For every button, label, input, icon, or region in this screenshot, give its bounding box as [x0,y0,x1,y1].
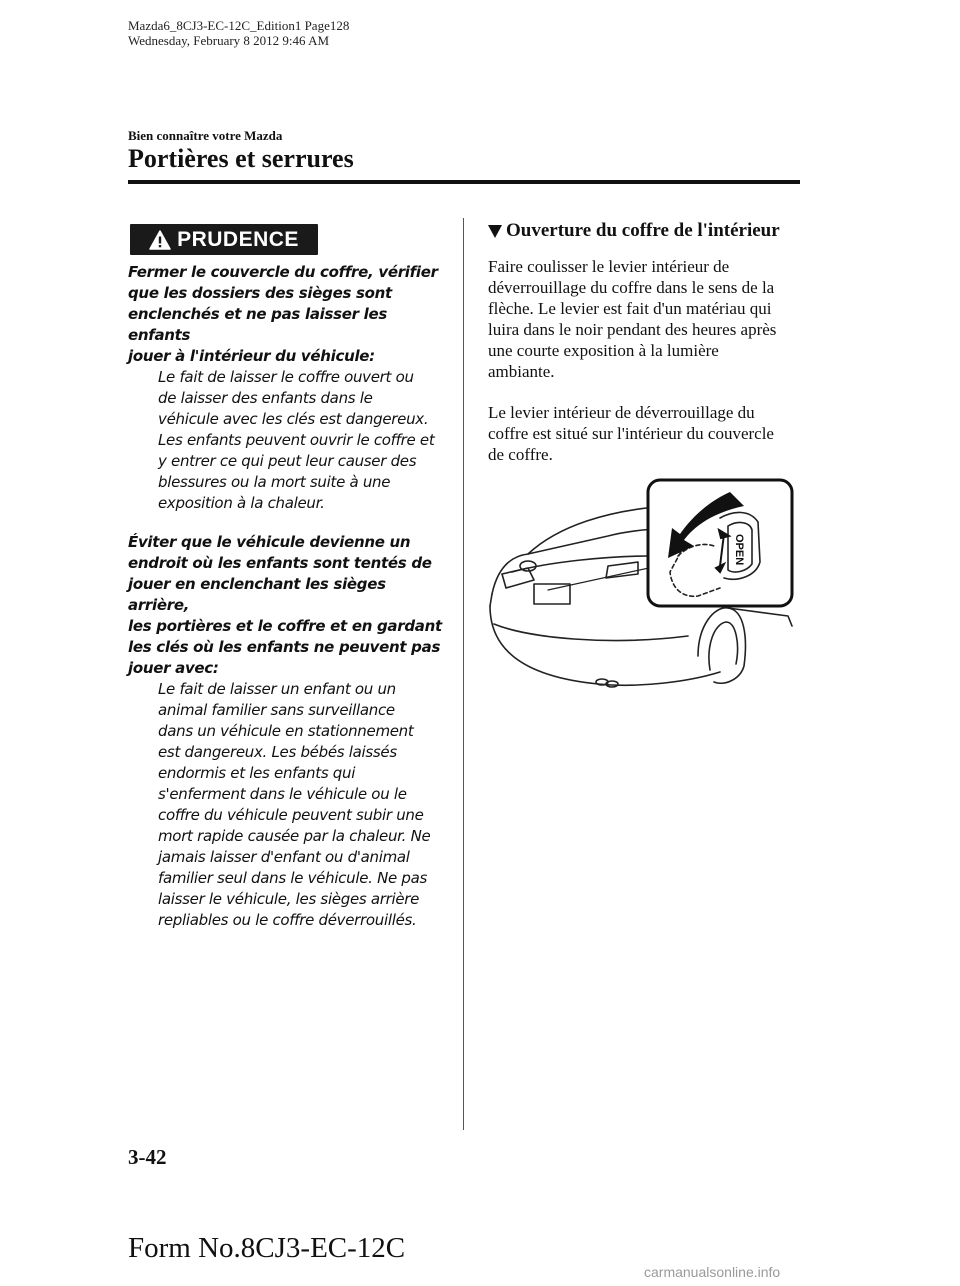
warning-text-line: laisser le véhicule, les sièges arrière [158,890,420,908]
body-line: déverrouillage du coffre dans le sens de la [488,278,775,297]
caution-label: PRUDENCE [177,227,299,251]
print-header [128,18,349,48]
warning-bold-line: endroit où les enfants sont tentés de [128,554,432,572]
warning-text-line: exposition à la chaleur. [158,494,325,512]
body-line: une courte exposition à la lumière [488,341,719,360]
caution-warnings [128,262,450,931]
title-rule [128,180,800,184]
warning-text-line: véhicule avec les clés est dangereux. [158,410,429,428]
trunk-release-illustration [488,476,800,698]
warning-text-line: dans un véhicule en stationnement [158,722,414,740]
warning-text-line: animal familier sans surveillance [158,701,395,719]
section-heading-text: Ouverture du coffre de l'intérieur [506,220,780,241]
warning-text-line: blessures ou la mort suite à une [158,473,391,491]
warning-text-line: y entrer ce qui peut leur causer des [158,452,417,470]
down-triangle-icon [488,225,502,238]
warning-block-1 [128,262,450,514]
warning-bold-line: jouer en enclenchant les sièges arrière, [128,575,386,614]
caution-badge [130,224,318,255]
body-paragraph-1 [488,256,804,382]
section-heading [488,220,804,242]
instructions-column [488,220,804,485]
warning-text-line: mort rapide causée par la chaleur. Ne [158,827,431,845]
body-line: coffre est situé sur l'intérieur du couvercle [488,424,774,443]
form-number: Form No.8CJ3-EC-12C [128,1232,406,1264]
warning-bold-line: enclenchés et ne pas laisser les enfants [128,305,387,344]
warning-block-2 [128,532,450,931]
warning-text-line: de laisser des enfants dans le [158,389,373,407]
warning-text-line: coffre du véhicule peuvent subir une [158,806,424,824]
body-line: luira dans le noir pendant des heures après [488,320,777,339]
body-line: Faire coulisser le levier intérieur de [488,257,730,276]
warning-bold-line: que les dossiers des sièges sont [128,284,392,302]
warning-bold-line: Fermer le couvercle du coffre, vérifier [128,263,438,281]
column-divider [463,218,464,1130]
warning-bold-line: jouer à l'intérieur du véhicule: [128,347,375,365]
body-line: de coffre. [488,445,553,464]
warning-text-line: Les enfants peuvent ouvrir le coffre et [158,431,435,449]
warning-text-line: endormis et les enfants qui [158,764,356,782]
warning-bold-line: les clés où les enfants ne peuvent pas [128,638,441,656]
warning-text-line: repliables ou le coffre déverrouillés. [158,911,417,929]
warning-triangle-icon [149,230,171,250]
warning-bold-line: Éviter que le véhicule devienne un [128,533,411,551]
watermark: carmanualsonline.info [644,1264,781,1280]
warning-bold-line: les portières et le coffre et en gardant [128,617,442,635]
warning-text-line: s'enferment dans le véhicule ou le [158,785,407,803]
body-line: ambiante. [488,362,555,381]
print-header-line2: Wednesday, February 8 2012 9:46 AM [128,33,330,48]
body-line: flèche. Le levier est fait d'un matériau qui [488,299,772,318]
warning-text-line: est dangereux. Les bébés laissés [158,743,397,761]
warning-text-line: Le fait de laisser un enfant ou un [158,680,396,698]
lever-open-label: OPEN [733,534,745,566]
print-header-line1: Mazda6_8CJ3-EC-12C_Edition1 Page128 [128,18,350,33]
page-number: 3-42 [128,1145,167,1169]
warning-text-line: Le fait de laisser le coffre ouvert ou [158,368,414,386]
warning-text-line: familier seul dans le véhicule. Ne pas [158,869,428,887]
page-title: Portières et serrures [128,144,354,173]
body-paragraph-2 [488,402,804,465]
warning-bold-line: jouer avec: [128,659,219,677]
body-line: Le levier intérieur de déverrouillage du [488,403,755,422]
section-label: Bien connaître votre Mazda [128,128,283,143]
warning-text-line: jamais laisser d'enfant ou d'animal [158,848,410,866]
